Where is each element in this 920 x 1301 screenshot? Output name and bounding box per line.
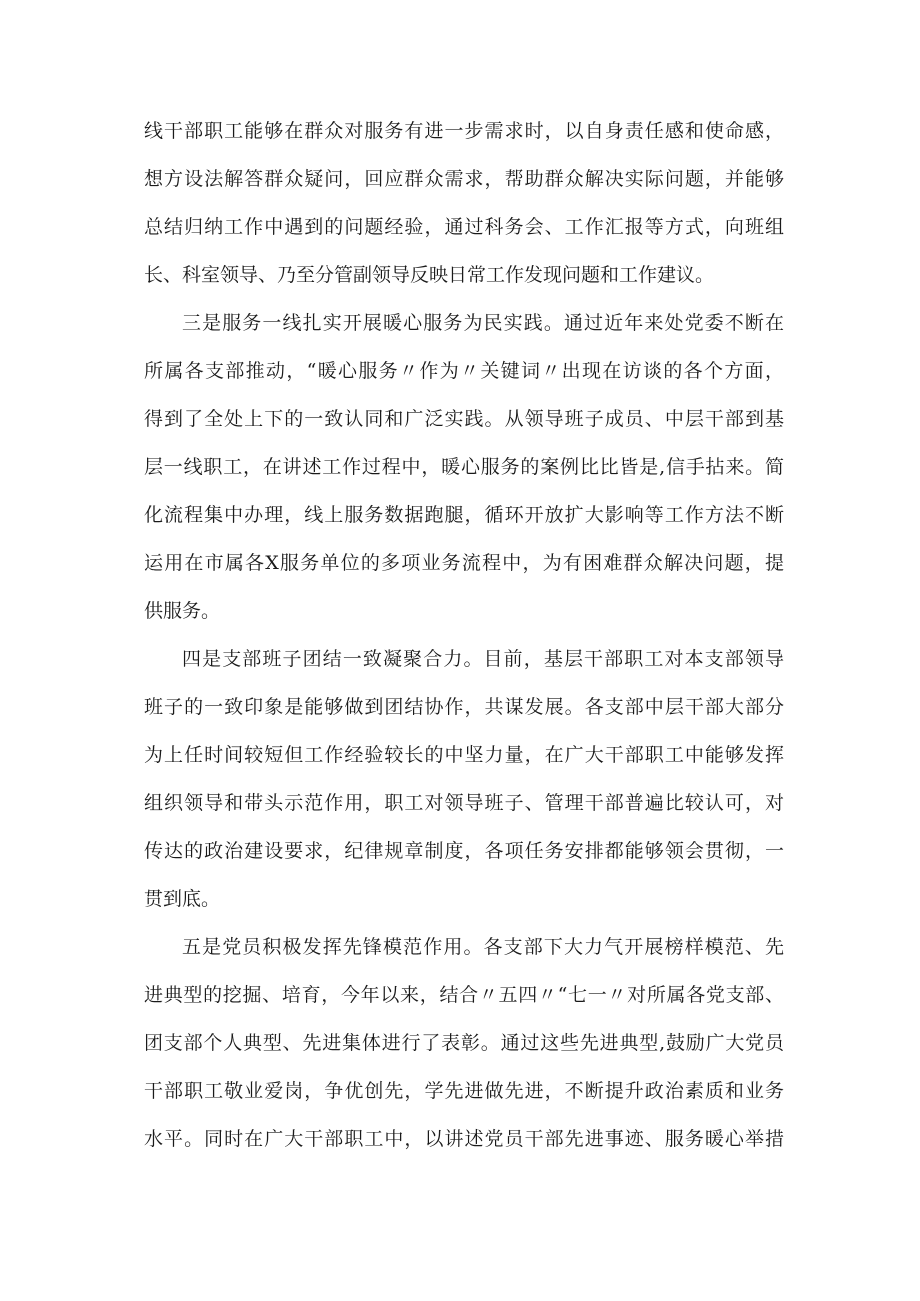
text-line: 得到了全处上下的一致认同和广泛实践。从领导班子成员、中层干部到基 — [144, 408, 784, 430]
text-line: 组织领导和带头示范作用，职工对领导班子、管理干部普遍比较认可，对 — [144, 792, 784, 814]
text-line: 三是服务一线扎实开展暖心服务为民实践。通过近年来处党委不断在 — [182, 312, 784, 334]
text-line: 水平。同时在广大干部职工中，以讲述党员干部先进事迹、服务暖心举措 — [144, 1128, 784, 1150]
text-line: 总结归纳工作中遇到的问题经验，通过科务会、工作汇报等方式，向班组 — [144, 216, 784, 238]
text-line: 层一线职工，在讲述工作过程中，暖心服务的案例比比皆是,信手拈来。简 — [144, 456, 784, 478]
text-line: 班子的一致印象是能够做到团结协作，共谋发展。各支部中层干部大部分 — [144, 696, 784, 718]
text-line: 所属各支部推动，“暖心服务〃作为〃关键词〃出现在访谈的各个方面， — [144, 360, 784, 382]
text-line: 线干部职工能够在群众对服务有进一步需求时，以自身责任感和使命感， — [144, 120, 784, 142]
text-line: 贯到底。 — [144, 888, 221, 910]
text-line: 四是支部班子团结一致凝聚合力。目前，基层干部职工对本支部领导 — [182, 648, 784, 670]
text-line: 为上任时间较短但工作经验较长的中坚力量，在广大干部职工中能够发挥 — [144, 744, 784, 766]
text-line: 运用在市属各X服务单位的多项业务流程中，为有困难群众解决问题，提 — [144, 552, 784, 574]
text-line: 进典型的挖掘、培育，今年以来，结合〃五四〃“七一〃对所属各党支部、 — [144, 984, 784, 1006]
text-line: 想方设法解答群众疑问，回应群众需求，帮助群众解决实际问题，并能够 — [144, 168, 784, 190]
text-line: 五是党员积极发挥先锋模范作用。各支部下大力气开展榜样模范、先 — [182, 936, 784, 958]
text-line: 化流程集中办理，线上服务数据跑腿，循环开放扩大影响等工作方法不断 — [144, 504, 784, 526]
text-line: 长、科室领导、乃至分管副领导反映日常工作发现问题和工作建议。 — [144, 264, 715, 286]
text-line: 传达的政治建设要求，纪律规章制度，各项任务安排都能够领会贯彻，一 — [144, 840, 784, 862]
text-line: 团支部个人典型、先进集体进行了表彰。通过这些先进典型,鼓励广大党员 — [144, 1032, 784, 1054]
text-line: 干部职工敬业爱岗，争优创先，学先进做先进，不断提升政治素质和业务 — [144, 1080, 784, 1102]
text-line: 供服务。 — [144, 600, 221, 622]
